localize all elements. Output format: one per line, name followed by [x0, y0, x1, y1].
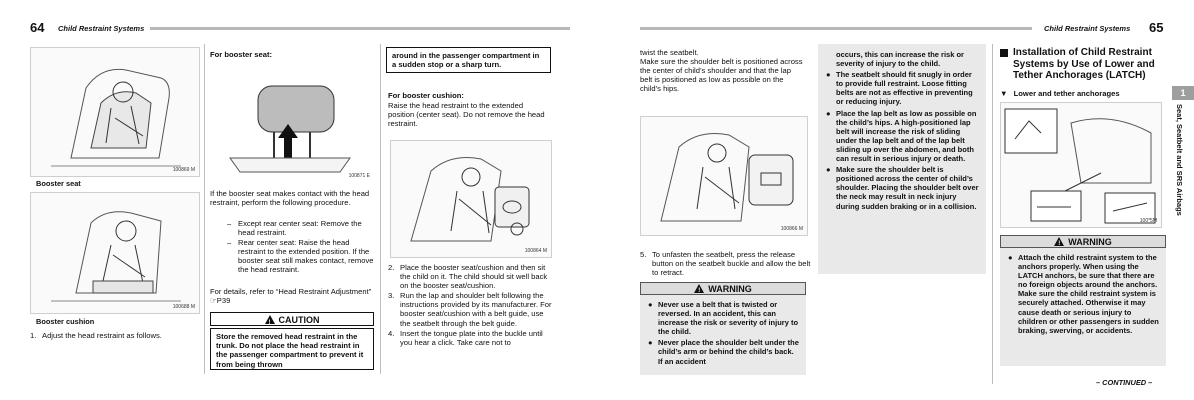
right-section-title: Child Restraint Systems	[1044, 24, 1131, 33]
warning-bullet-3: ● The seatbelt should fit snugly in order to provide full restraint. Loose fitting belts are not as effective in preventing or reducing injury.	[826, 70, 973, 107]
for-booster-seat-heading: For booster seat:	[210, 50, 273, 59]
warning-bullet-4: ● Place the lap belt as low as possible on the child’s hips. A high-positioned lap belt will increase the risk of sliding under the lap belt and of the lap belt sliding up over the abdomen, and both can result in serious injury or death.	[826, 108, 977, 164]
anchorage-figure-code: 100*5M	[1139, 218, 1157, 224]
booster-seat-illustration	[31, 48, 199, 176]
continued-label: – CONTINUED –	[1096, 378, 1153, 387]
booster-cushion-caption: Booster cushion	[36, 317, 95, 326]
warning-icon-1: !	[694, 284, 704, 293]
booster-seat-figure-code: 100869 M	[172, 167, 195, 173]
details-reference: For details, refer to “Head Restraint Adjustment” ☞P39	[210, 287, 372, 306]
steps-list	[388, 263, 553, 348]
cushion-paragraph: Raise the head restraint to the extended position (center seat). Do not remove the head restraint.	[388, 101, 545, 129]
warning-body-2	[1000, 248, 1166, 366]
booster-seat-figure	[30, 47, 200, 177]
for-booster-cushion-heading: For booster cushion:	[388, 91, 464, 100]
warning-body-1	[640, 295, 806, 375]
contact-paragraph: If the booster seat makes contact with the head restraint, perform the following procedure.	[210, 189, 370, 208]
step-1-number: 1.	[30, 331, 37, 340]
warning-bullet-5: ● Make sure the shoulder belt is positioned across the center of child’s shoulder. Placing the shoulder belt over the neck may result in neck injury during sudden braking or in a collision.	[826, 165, 979, 211]
booster-cushion-illustration	[31, 193, 199, 313]
warning-continued-text: occurs, this can increase the risk or severity of injury to the child.	[836, 50, 964, 69]
right-header-bar	[640, 27, 1032, 30]
head-restraint-illustration	[210, 62, 374, 182]
dash-item-2: – Rear center seat: Raise the head restraint to the extended position. If the booster seat still makes contact, remove the head restraint.	[227, 238, 374, 275]
booster-cushion-figure	[30, 192, 200, 314]
seatbelt-figure-code: 100866 M	[780, 226, 803, 232]
warning-bullet-6: ● Attach the child restraint system to the anchors properly. When using the LATCH anchors, be sure that there are no foreign objects around the anchors. Make sure the child restraint system is securely attached. Otherwise it may cause death or serious injury to children or other passengers in sudden braking, swerving, or accidents.	[1008, 253, 1159, 335]
caution-icon: !	[265, 315, 275, 324]
seatbelt-figure	[640, 116, 808, 236]
anchorage-figure	[1000, 102, 1162, 228]
left-column-divider-1	[204, 44, 205, 374]
right-column-divider	[992, 44, 993, 384]
booster-cushion-figure-code: 100688 M	[172, 304, 195, 310]
caution-text: Store the removed head restraint in the trunk. Do not place the head restraint in the passenger compartment to prevent it from being thrown	[210, 328, 374, 370]
caution-header	[210, 312, 374, 326]
sub-heading-block	[1000, 89, 1120, 98]
warning-bullet-1: ● Never use a belt that is twisted or reversed. In an accident, this can increase the risk or severity of injury to the child.	[648, 300, 799, 337]
warning-icon-2: !	[1054, 237, 1064, 246]
step-5: 5. To unfasten the seatbelt, press the release button on the seatbelt buckle and allow the belt to retract.	[640, 250, 811, 278]
anchorage-illustration	[1001, 103, 1161, 227]
side-tab-text: Seat, Seatbelt and SRS Airbags	[1175, 104, 1184, 216]
side-tab-number: 1	[1172, 86, 1194, 100]
warning-header-1: ! WARNING	[640, 282, 806, 295]
head-restraint-figure	[210, 62, 374, 182]
head-restraint-figure-code: 100871 E	[348, 173, 370, 179]
step-2: 2. Place the booster seat/cushion and then sit the child on it. The child should sit well back on the booster seat/cushion.	[388, 263, 548, 291]
install-heading-block	[1000, 47, 1166, 82]
warning-bullet-2: ● Never place the shoulder belt under the child’s arm or behind the child’s back. If an accident	[648, 338, 799, 366]
cushion-install-illustration	[391, 141, 551, 257]
caution-continued: around in the passenger compartment in a sudden stop or a sharp turn.	[386, 47, 551, 73]
side-tab	[1170, 104, 1194, 264]
warning-body-1-continued	[818, 44, 986, 274]
triangle-down-icon: ▼	[1000, 89, 1008, 98]
cushion-install-figure-code: 100864 M	[524, 248, 547, 254]
sub-heading: Lower and tether anchorages	[1013, 89, 1120, 98]
shoulder-paragraph: Make sure the shoulder belt is positioned across the center of child’s shoulder and that the lap belt is positioned as low as possible on the child’s hips.	[640, 57, 803, 94]
left-column-divider-2	[380, 44, 381, 374]
step-1	[30, 331, 210, 340]
cushion-install-figure	[390, 140, 552, 258]
left-section-title: Child Restraint Systems	[58, 24, 145, 33]
twist-paragraph: twist the seatbelt.	[640, 48, 699, 57]
step-4: 4. Insert the tongue plate into the buckle until you hear a click. Take care not to	[388, 328, 543, 347]
caution-label: CAUTION	[278, 315, 320, 325]
step-1-text: Adjust the head restraint as follows.	[42, 331, 162, 340]
left-header-bar	[150, 27, 570, 30]
square-bullet-icon	[1000, 49, 1008, 57]
seatbelt-illustration	[641, 117, 807, 235]
step-3: 3. Run the lap and shoulder belt following the instructions provided by its manufacturer. For booster seat/cushion with a belt guide, use the seatbelt through the belt guide.	[388, 291, 552, 328]
dash-list	[210, 219, 374, 276]
dash-item-1: – Except rear center seat: Remove the head restraint.	[227, 219, 362, 238]
warning-header-2: ! WARNING	[1000, 235, 1166, 248]
left-page-number: 64	[30, 20, 45, 35]
right-page-number: 65	[1149, 20, 1164, 35]
booster-seat-caption: Booster seat	[36, 179, 81, 188]
install-heading: Installation of Child Restraint Systems by Use of Lower and Tether Anchorages (LATCH)	[1013, 47, 1155, 81]
